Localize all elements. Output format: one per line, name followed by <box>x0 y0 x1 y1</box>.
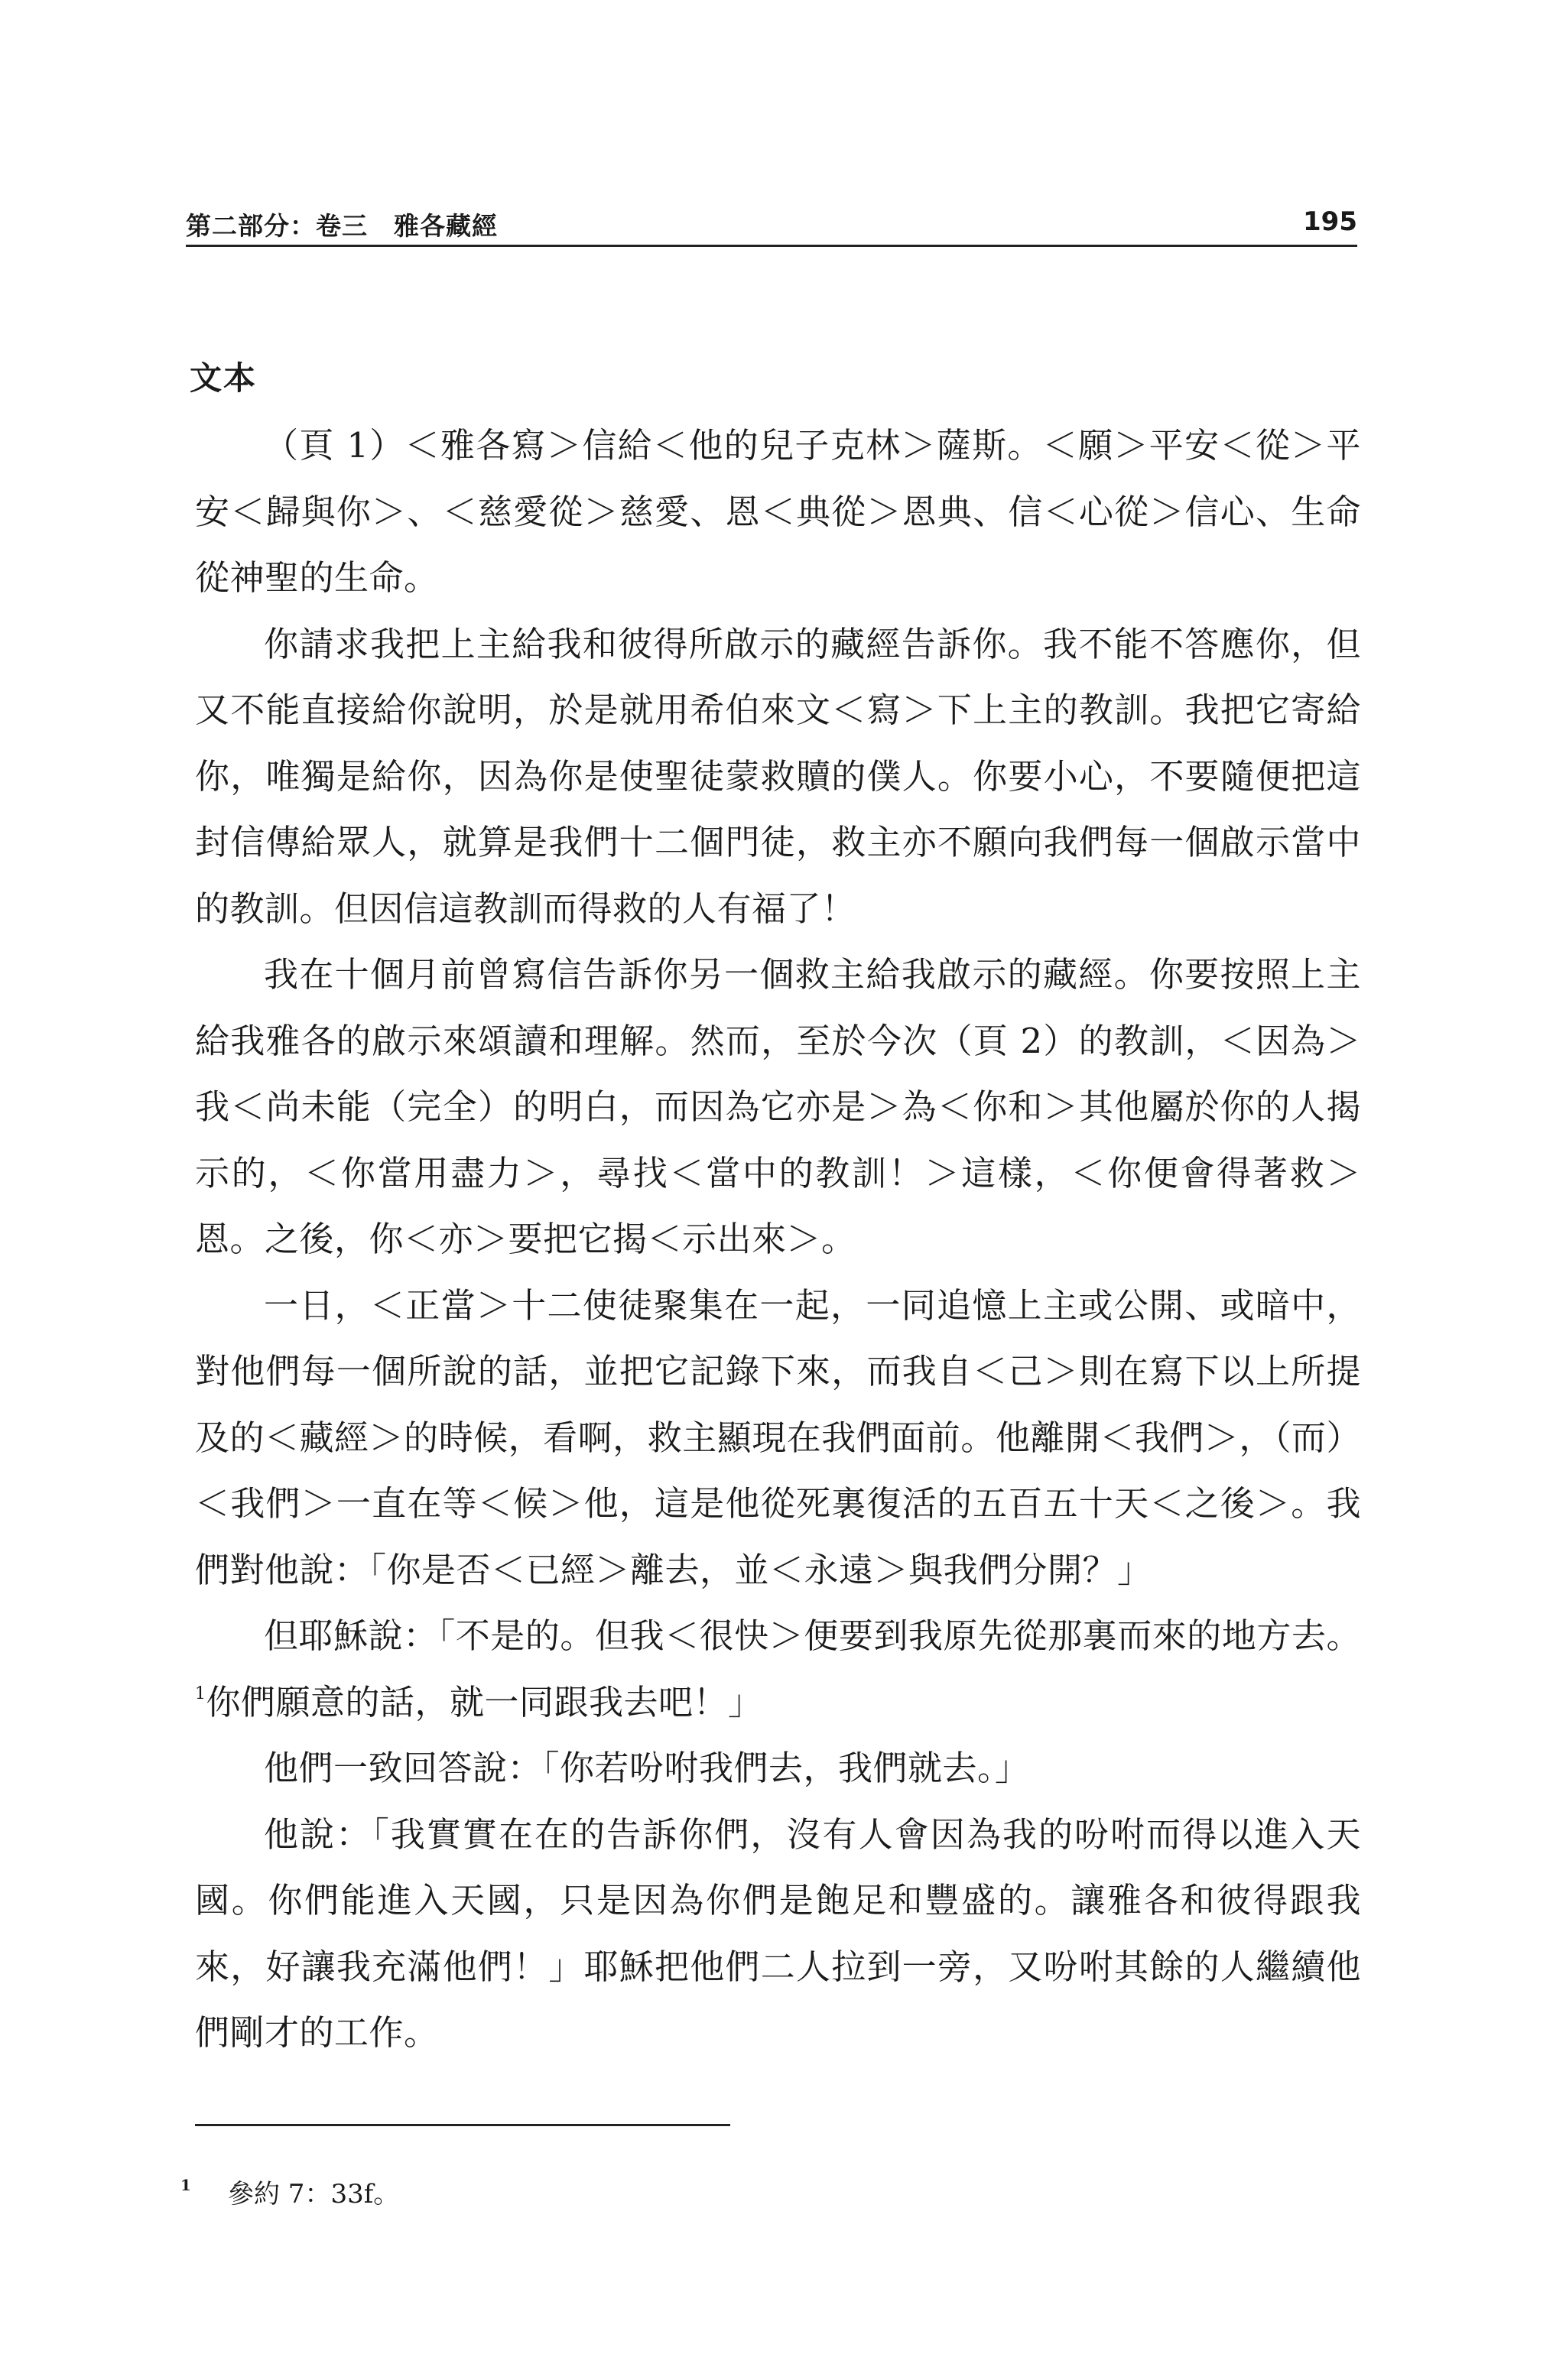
paragraph: （頁 1）＜雅各寫＞信給＜他的兒子克林＞薩斯。＜願＞平安＜從＞平安＜歸與你＞、＜慈愛從＞慈愛、恩＜典從＞恩典、信＜心從＞信心、生命從神聖的生命。 <box>195 425 1361 598</box>
page-number: 195 <box>1303 206 1357 237</box>
paragraph: 我在十個月前曾寫信告訴你另一個救主給我啟示的藏經。你要按照上主給我雅各的啟示來頌讀和理解。然而，至於今次（頁 2）的教訓，＜因為＞我＜尚未能（完全）的明白，而因為它亦是＞為＜你和＞其他屬於你的人揭示的，＜你當用盡力＞，尋找＜當中的教訓！＞這樣，＜你便會得著救＞恩。之後，你＜亦＞要把它揭＜示出來＞。 <box>195 954 1361 1259</box>
paragraph-text-continued: 你們願意的話，就一同跟我去吧！」 <box>206 1681 763 1722</box>
footnote-text: 參約 7：33f。 <box>228 2179 400 2210</box>
footnote-reference[interactable]: 1 <box>195 1684 206 1703</box>
footnote-mark: 1 <box>180 2176 191 2194</box>
paragraph: 他們一致回答說：「你若吩咐我們去，我們就去。」 <box>264 1748 1030 1788</box>
body-text <box>195 413 1361 2067</box>
footnote <box>180 2170 399 2210</box>
section-title: 文本 <box>190 359 258 397</box>
footnote-divider <box>195 2124 730 2126</box>
running-header <box>186 205 1357 247</box>
paragraph: 你請求我把上主給我和彼得所啟示的藏經告訴你。我不能不答應你，但又不能直接給你說明，於是就用希伯來文＜寫＞下上主的教訓。我把它寄給你，唯獨是給你，因為你是使聖徒蒙救贖的僕人。你要小心，不要隨便把這封信傳給眾人，就算是我們十二個門徒，救主亦不願向我們每一個啟示當中的教訓。但因信這教訓而得救的人有福了！ <box>195 623 1361 929</box>
running-title: 第二部分：卷三 雅各藏經 <box>186 211 498 241</box>
paragraph: 他說：「我實實在在的告訴你們，沒有人會因為我的吩咐而得以進入天國。你們能進入天國，只是因為你們是飽足和豐盛的。讓雅各和彼得跟我來，好讓我充滿他們！」耶穌把他們二人拉到一旁，又吩咐其餘的人繼續他們剛才的工作。 <box>195 1813 1361 2053</box>
paragraph-with-footnote <box>195 1603 1361 1735</box>
paragraph-text: 但耶穌說：「不是的。但我＜很快＞便要到我原先從那裏而來的地方去。 <box>264 1615 1361 1656</box>
paragraph: 一日，＜正當＞十二使徒聚集在一起，一同追憶上主或公開、或暗中，對他們每一個所說的話，並把它記錄下來，而我自＜己＞則在寫下以上所提及的＜藏經＞的時候，看啊，救主顯現在我們面前。他離開＜我們＞，（而）＜我們＞一直在等＜候＞他，這是他從死裏復活的五百五十天＜之後＞。我們對他說：「你是否＜已經＞離去，並＜永遠＞與我們分開？」 <box>195 1284 1361 1590</box>
